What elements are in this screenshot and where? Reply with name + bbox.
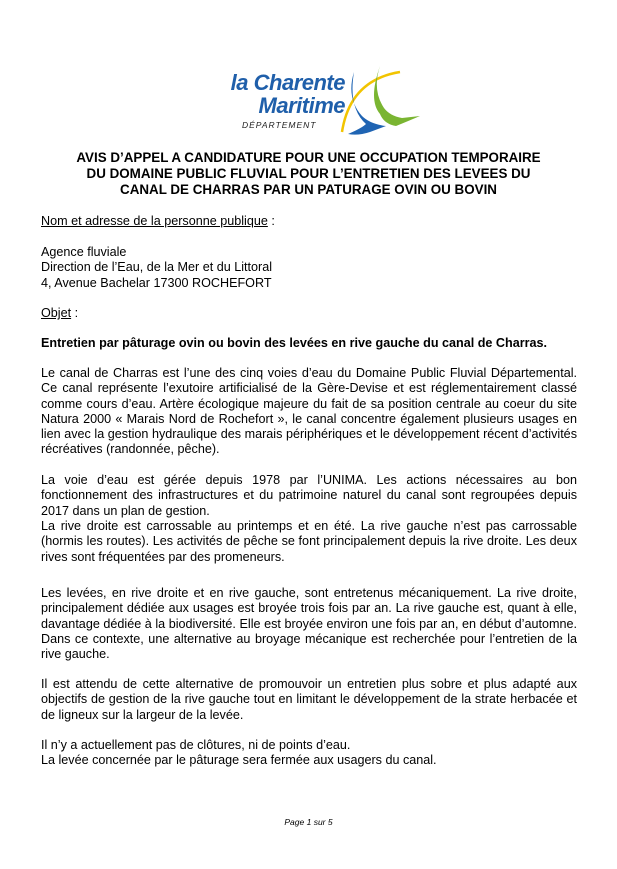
closing-line-1: Il n’y a actuellement pas de clôtures, ni de points d’eau. bbox=[41, 738, 351, 752]
heading-colon: : bbox=[71, 306, 79, 320]
paragraph-2: La voie d’eau est gérée depuis 1978 par l’UNIMA. Les actions nécessaires au bon fonctionnement des infrastructures et du patrimoine naturel du canal sont regroupées depuis 2017 dans un plan de gestion. bbox=[41, 473, 577, 518]
title-line-1: AVIS D’APPEL A CANDIDATURE POUR UNE OCCUPATION TEMPORAIRE bbox=[76, 150, 541, 165]
title-line-2: DU DOMAINE PUBLIC FLUVIAL POUR L’ENTRETIEN DES LEVEES DU bbox=[86, 166, 531, 181]
heading-text: Nom et adresse de la personne publique bbox=[41, 214, 268, 228]
paragraph-1: Le canal de Charras est l’une des cinq voies d’eau du Domaine Public Fluvial Départemental. Ce canal représente l’exutoire artificialisé de la Gère-Devise et est réglementairement classé comme cours d’eau. Artère écologique majeure du fait de sa position centrale au coeur du site Natura 2000 « Marais Nord de Rochefort », le canal concentre également plusieurs usages en lien avec la gestion hydraulique des marais périphériques et le développement récent d’activités récréatives (randonnée, pêche). bbox=[41, 366, 577, 457]
department-logo bbox=[190, 60, 440, 140]
address-line-2: Direction de l’Eau, de la Mer et du Littoral bbox=[41, 260, 273, 275]
paragraph-5: Il est attendu de cette alternative de promouvoir un entretien plus sobre et plus adapté aux objectifs de gestion de la rive gauche tout en limitant le développement de la strate herbacée et de ligneux sur la largeur de la levée. bbox=[41, 677, 577, 722]
objet-heading bbox=[41, 306, 577, 321]
paragraph-4: Les levées, en rive droite et en rive gauche, sont entretenus mécaniquement. La rive droite, principalement dédiée aux usages est broyée trois fois par an. La rive gauche est, quant à elle, davantage dédiée à la biodiversité. Elle est broyée environ une fois par an, en début d’automne. Dans ce contexte, une alternative au broyage mécanique est recherchée pour l’entretien de la rive gauche. bbox=[41, 586, 577, 662]
objet-summary: Entretien par pâturage ovin ou bovin des levées en rive gauche du canal de Charras. bbox=[41, 336, 548, 350]
address-block bbox=[41, 245, 577, 291]
paragraph-3: La rive droite est carrossable au printemps et en été. La rive gauche n’est pas carrossable (hormis les routes). Les activités de pêche se font principalement depuis la rive droite. Les deux rives sont fréquentées par des promeneurs. bbox=[41, 519, 577, 564]
page-number: Page 1 sur 5 bbox=[284, 817, 333, 827]
heading-colon: : bbox=[267, 214, 275, 228]
logo-line-3: DÉPARTEMENT bbox=[242, 120, 317, 130]
address-line-1: Agence fluviale bbox=[41, 245, 127, 259]
title-line-3: CANAL DE CHARRAS PAR UN PATURAGE OVIN OU BOVIN bbox=[120, 182, 497, 197]
logo-line-2: Maritime bbox=[258, 93, 345, 118]
document-title bbox=[30, 150, 587, 198]
personne-publique-heading bbox=[41, 214, 577, 229]
birds-logo-icon bbox=[340, 60, 430, 140]
logo-line-1: la Charente bbox=[230, 70, 345, 95]
heading-text: Objet bbox=[41, 306, 72, 320]
address-line-3: 4, Avenue Bachelar 17300 ROCHEFORT bbox=[41, 275, 272, 290]
closing-block bbox=[41, 738, 577, 769]
closing-line-2: La levée concernée par le pâturage sera fermée aux usagers du canal. bbox=[41, 753, 437, 768]
